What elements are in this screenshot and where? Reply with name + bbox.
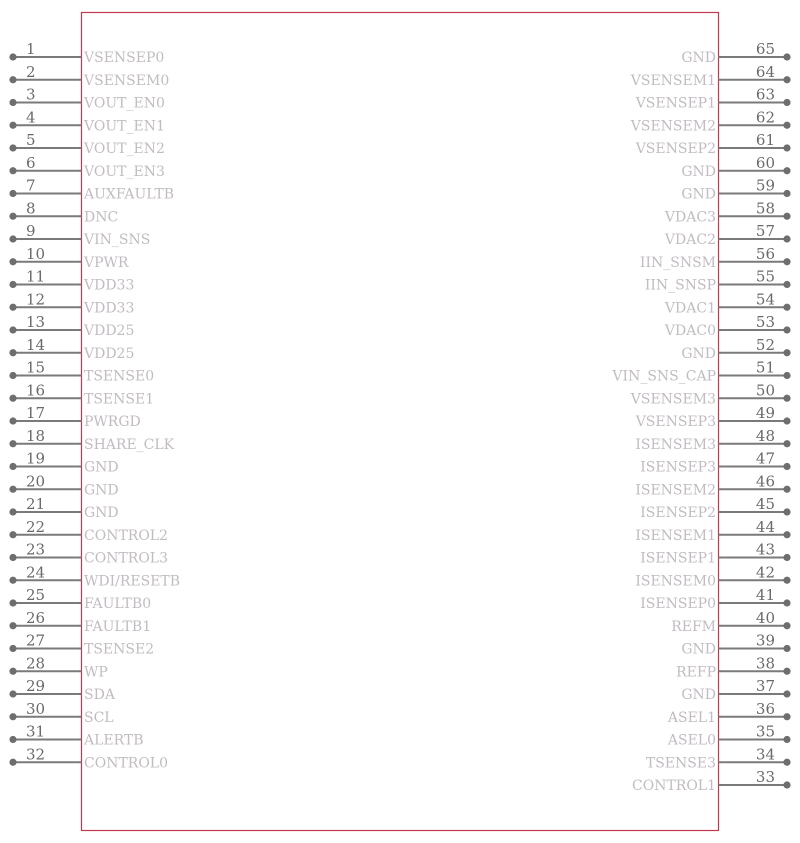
pin-name-label: GND: [681, 163, 716, 180]
pin-name-label: ISENSEM3: [635, 436, 716, 453]
pin-end-dot: [783, 554, 790, 561]
pin-name-label: WP: [84, 664, 108, 681]
pin-number: 22: [26, 517, 46, 536]
pin-name-label: VIN_SNS_CAP: [612, 368, 716, 385]
pin-end-dot: [9, 122, 16, 129]
pin-end-dot: [783, 463, 790, 470]
pin-end-dot: [783, 486, 790, 493]
pin-name-label: DNC: [84, 209, 119, 226]
pin-end-dot: [9, 190, 16, 197]
pin-end-dot: [783, 690, 790, 697]
pin-number: 4: [26, 108, 36, 127]
pin-number: 19: [26, 449, 46, 468]
pin-end-dot: [9, 486, 16, 493]
pin-name-label: CONTROL2: [84, 527, 168, 544]
pin-number: 1: [26, 40, 36, 58]
pin-end-dot: [783, 235, 790, 242]
pin-end-dot: [9, 736, 16, 743]
pin-name-label: VDAC3: [664, 209, 716, 226]
pin-number: 21: [26, 495, 46, 513]
pin-number: 45: [755, 495, 775, 513]
pin-end-dot: [783, 304, 790, 311]
pin-end-dot: [9, 372, 16, 379]
pin-end-dot: [783, 531, 790, 538]
pin-name-label: ALERTB: [84, 732, 144, 749]
pin-number: 52: [755, 335, 775, 354]
pin-end-dot: [783, 508, 790, 515]
pin-name-label: GND: [84, 482, 119, 499]
pin-name-label: VSENSEM1: [630, 72, 716, 89]
pin-name-label: GND: [84, 505, 119, 521]
pin-number: 35: [755, 722, 775, 741]
pin-end-dot: [9, 213, 16, 220]
pin-end-dot: [9, 690, 16, 697]
pin-number: 3: [26, 85, 36, 104]
pin-name-label: VOUT_EN0: [84, 95, 165, 112]
pin-28: [9, 654, 107, 680]
left-pin-group: [9, 40, 180, 771]
pin-end-dot: [783, 99, 790, 106]
pin-end-dot: [783, 258, 790, 265]
pin-number: 20: [26, 472, 46, 491]
pin-number: 49: [755, 404, 775, 422]
ic-body-outline: [82, 13, 719, 831]
pin-name-label: IIN_SNSM: [639, 254, 716, 271]
pin-name-label: ISENSEM1: [635, 527, 716, 544]
pin-name-label: ISENSEM2: [635, 482, 716, 499]
pin-name-label: VDD25: [84, 345, 135, 362]
pin-number: 25: [26, 586, 46, 604]
pin-number: 51: [755, 358, 775, 377]
pin-number: 27: [26, 631, 46, 650]
pin-end-dot: [9, 508, 16, 515]
pin-number: 29: [26, 677, 46, 695]
right-pin-group: [611, 40, 790, 794]
pin-number: 13: [26, 313, 46, 331]
pin-name-label: TSENSE2: [84, 641, 155, 658]
pin-end-dot: [9, 349, 16, 356]
pin-end-dot: [783, 417, 790, 424]
pin-number: 15: [26, 358, 46, 377]
pin-name-label: CONTROL0: [84, 755, 168, 772]
pin-name-label: VOUT_EN3: [84, 163, 165, 180]
pin-end-dot: [9, 144, 16, 151]
pin-number: 59: [755, 176, 775, 195]
pin-name-label: ISENSEP3: [640, 459, 716, 476]
pin-name-label: IIN_SNSP: [644, 277, 716, 294]
pin-number: 23: [26, 540, 46, 559]
pin-number: 2: [26, 62, 36, 81]
pin-name-label: VSENSEP3: [635, 414, 716, 430]
pin-name-label: PWRGD: [84, 414, 141, 430]
pin-name-label: GND: [681, 641, 716, 658]
pin-end-dot: [783, 53, 790, 60]
pin-name-label: VOUT_EN1: [84, 118, 165, 135]
pin-number: 32: [26, 745, 46, 764]
pin-end-dot: [783, 577, 790, 584]
pin-name-label: SCL: [84, 709, 114, 726]
pin-33: [632, 768, 791, 794]
pin-number: 34: [755, 745, 775, 764]
pin-number: 8: [26, 199, 36, 218]
pin-number: 53: [755, 313, 775, 331]
pin-number: 33: [755, 768, 775, 786]
pin-end-dot: [783, 599, 790, 606]
pin-end-dot: [9, 599, 16, 606]
pin-number: 16: [26, 381, 46, 400]
pin-32: [9, 745, 168, 771]
pin-number: 56: [755, 244, 775, 263]
pin-number: 14: [26, 335, 46, 354]
pin-number: 24: [26, 563, 46, 582]
pin-number: 41: [755, 586, 775, 604]
pin-end-dot: [9, 53, 16, 60]
pin-end-dot: [783, 395, 790, 402]
pin-end-dot: [9, 99, 16, 106]
pin-end-dot: [783, 76, 790, 83]
pin-end-dot: [9, 235, 16, 242]
pin-end-dot: [9, 417, 16, 424]
pin-name-label: VSENSEP2: [635, 141, 716, 157]
pin-number: 31: [26, 722, 46, 741]
pin-name-label: ASEL1: [667, 709, 716, 726]
pin-name-label: VSENSEP1: [635, 95, 716, 112]
pin-end-dot: [9, 554, 16, 561]
pin-end-dot: [783, 440, 790, 447]
pin-number: 61: [755, 131, 775, 149]
pin-end-dot: [9, 440, 16, 447]
pin-end-dot: [9, 395, 16, 402]
pin-number: 37: [755, 677, 775, 695]
pin-number: 18: [26, 426, 46, 445]
pin-number: 44: [755, 517, 775, 536]
pin-name-label: VDD33: [84, 300, 135, 317]
pin-name-label: GND: [681, 687, 716, 703]
pin-name-label: VPWR: [84, 254, 129, 271]
pin-name-label: TSENSE1: [84, 391, 155, 408]
pin-name-label: GND: [681, 50, 716, 66]
pin-name-label: VDAC1: [664, 300, 716, 317]
pin-end-dot: [9, 167, 16, 174]
pin-number: 9: [26, 222, 36, 240]
pin-number: 7: [26, 176, 36, 195]
pin-name-label: VDD25: [84, 323, 135, 339]
pin-end-dot: [9, 622, 16, 629]
pin-name-label: VSENSEM2: [630, 118, 716, 135]
pin-number: 42: [755, 563, 775, 582]
pin-number: 30: [26, 699, 46, 718]
pin-end-dot: [9, 258, 16, 265]
pin-name-label: FAULTB1: [84, 618, 152, 635]
pin-end-dot: [9, 531, 16, 538]
pin-end-dot: [9, 645, 16, 652]
pin-end-dot: [783, 122, 790, 129]
pin-end-dot: [9, 76, 16, 83]
pin-number: 11: [26, 267, 46, 286]
pin-name-label: VSENSEP0: [84, 50, 165, 66]
pin-name-label: CONTROL3: [84, 550, 168, 567]
pin-name-label: REFP: [676, 664, 716, 681]
pin-end-dot: [783, 372, 790, 379]
pin-end-dot: [783, 622, 790, 629]
pin-number: 65: [755, 40, 775, 58]
pin-name-label: VDD33: [84, 277, 135, 294]
pin-end-dot: [9, 713, 16, 720]
pin-end-dot: [783, 144, 790, 151]
pin-name-label: ISENSEM0: [635, 573, 716, 590]
pin-name-label: GND: [84, 459, 119, 476]
pin-number: 43: [755, 540, 775, 559]
pin-end-dot: [783, 213, 790, 220]
pin-end-dot: [9, 326, 16, 333]
pin-name-label: ISENSEP2: [640, 505, 716, 521]
pin-name-label: GND: [681, 186, 716, 203]
pin-end-dot: [783, 645, 790, 652]
pin-number: 48: [755, 426, 775, 445]
pin-end-dot: [783, 668, 790, 675]
pin-number: 50: [755, 381, 775, 400]
pin-end-dot: [783, 281, 790, 288]
pin-name-label: ISENSEP0: [640, 596, 716, 612]
pin-end-dot: [783, 759, 790, 766]
pin-name-label: VOUT_EN2: [84, 141, 165, 157]
pin-number: 40: [755, 608, 775, 627]
pin-number: 36: [755, 699, 775, 718]
pin-number: 26: [26, 608, 46, 627]
pin-number: 47: [755, 449, 775, 468]
pin-number: 38: [755, 654, 775, 673]
pin-name-label: VIN_SNS: [84, 232, 151, 248]
pin-end-dot: [9, 281, 16, 288]
pin-end-dot: [783, 167, 790, 174]
pin-name-label: AUXFAULTB: [84, 186, 175, 203]
pin-name-label: WDI/RESETB: [84, 573, 181, 590]
pin-end-dot: [783, 190, 790, 197]
pin-name-label: ISENSEP1: [640, 550, 716, 567]
pin-name-label: GND: [681, 345, 716, 362]
pin-name-label: VSENSEM0: [84, 72, 170, 89]
pin-number: 63: [755, 85, 775, 104]
pin-number: 6: [26, 153, 36, 172]
pin-number: 28: [26, 654, 46, 673]
pin-name-label: VSENSEM3: [630, 391, 716, 408]
pin-end-dot: [783, 326, 790, 333]
pin-end-dot: [783, 781, 790, 788]
pin-name-label: VDAC2: [664, 232, 716, 248]
pin-end-dot: [9, 304, 16, 311]
pin-end-dot: [783, 736, 790, 743]
pin-end-dot: [9, 759, 16, 766]
pin-name-label: REFM: [671, 618, 716, 635]
pin-name-label: ASEL0: [667, 732, 716, 749]
pin-number: 54: [755, 290, 775, 309]
pin-end-dot: [783, 713, 790, 720]
pin-number: 39: [755, 631, 775, 650]
pin-end-dot: [9, 577, 16, 584]
pin-number: 58: [755, 199, 775, 218]
pin-end-dot: [9, 668, 16, 675]
pin-name-label: SHARE_CLK: [84, 436, 175, 453]
pin-name-label: TSENSE3: [645, 755, 716, 772]
pin-number: 10: [26, 244, 46, 263]
pin-number: 62: [755, 108, 775, 127]
pin-number: 17: [26, 404, 46, 422]
pin-name-label: FAULTB0: [84, 596, 152, 612]
pin-end-dot: [783, 349, 790, 356]
pin-number: 55: [755, 267, 775, 286]
pin-name-label: SDA: [84, 687, 115, 703]
pin-number: 64: [755, 62, 775, 81]
pin-number: 57: [755, 222, 775, 240]
pin-number: 12: [26, 290, 46, 309]
pin-number: 5: [26, 131, 36, 149]
pin-name-label: VDAC0: [664, 323, 716, 339]
pin-name-label: CONTROL1: [632, 778, 716, 794]
pin-number: 46: [755, 472, 775, 491]
pin-end-dot: [9, 463, 16, 470]
pin-number: 60: [755, 153, 775, 172]
pin-name-label: TSENSE0: [84, 368, 155, 385]
